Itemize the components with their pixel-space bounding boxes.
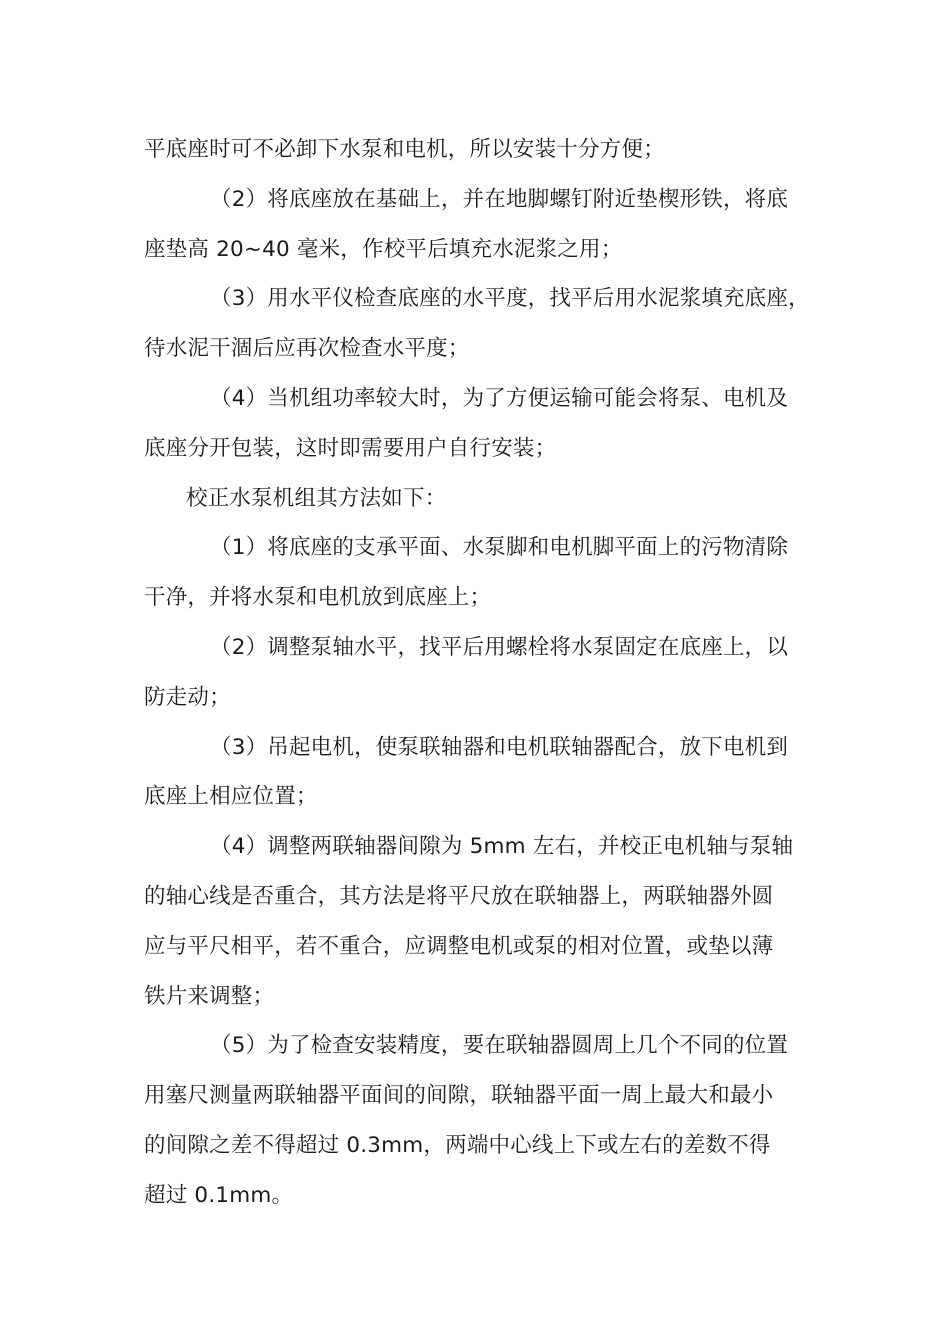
text-line: 校正水泵机组其方法如下： — [186, 485, 447, 511]
text-line: 防走动； — [144, 684, 231, 710]
text-line: 用塞尺测量两联轴器平面间的间隙，联轴器平面一周上最大和最小 — [144, 1083, 774, 1109]
text-line: （3）用水平仪检查底座的水平度，找平后用水泥浆填充底座， — [210, 286, 810, 312]
text-line: （3）吊起电机，使泵联轴器和电机联轴器配合，放下电机到 — [210, 734, 789, 760]
text-line: 铁片来调整； — [144, 983, 275, 1009]
text-line: （2）将底座放在基础上，并在地脚螺钉附近垫楔形铁，将底 — [210, 186, 789, 212]
text-line: （2）调整泵轴水平，找平后用螺栓将水泵固定在底座上，以 — [210, 634, 789, 660]
text-line: 应与平尺相平，若不重合，应调整电机或泵的相对位置，或垫以薄 — [144, 933, 774, 959]
text-line: 待水泥干涸后应再次检查水平度； — [144, 336, 470, 362]
text-line: 底座上相应位置； — [144, 784, 318, 810]
body-text — [144, 125, 834, 1221]
text-line: 的轴心线是否重合，其方法是将平尺放在联轴器上，两联轴器外圆 — [144, 883, 774, 909]
text-line: 干净，并将水泵和电机放到底座上； — [144, 585, 492, 611]
text-line: （4）当机组功率较大时，为了方便运输可能会将泵、电机及 — [210, 385, 789, 411]
text-line: 的间隙之差不得超过 0.3mm，两端中心线上下或左右的差数不得 — [144, 1132, 771, 1158]
text-line: （1）将底座的支承平面、水泵脚和电机脚平面上的污物清除 — [210, 535, 789, 561]
text-line: （5）为了检查安装精度，要在联轴器圆周上几个不同的位置 — [210, 1033, 789, 1059]
text-line: 超过 0.1mm。 — [144, 1182, 294, 1208]
text-line: 平底座时可不必卸下水泵和电机，所以安装十分方便； — [144, 137, 665, 162]
text-line: （4）调整两联轴器间隙为 5mm 左右，并校正电机轴与泵轴 — [210, 834, 794, 860]
text-line: 底座分开包装，这时即需要用户自行安装； — [144, 435, 557, 461]
text-line: 座垫高 20~40 毫米，作校平后填充水泥浆之用； — [144, 236, 623, 262]
